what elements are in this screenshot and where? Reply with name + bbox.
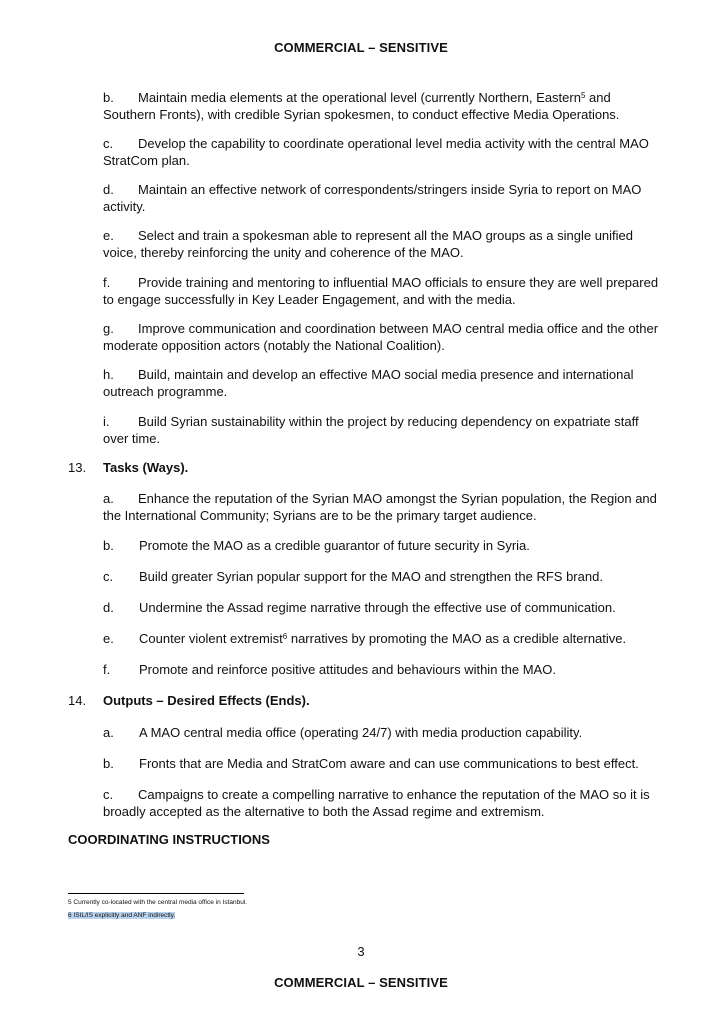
section-title: Tasks (Ways). [103, 460, 189, 475]
objective-b [103, 89, 663, 123]
item-letter: f. [103, 275, 111, 290]
coordinating-instructions-heading: COORDINATING INSTRUCTIONS [68, 832, 270, 847]
footnote-separator [68, 893, 244, 894]
objective-f [103, 274, 663, 308]
task-b [103, 537, 663, 554]
objective-e [103, 227, 663, 261]
item-letter: d. [103, 182, 114, 197]
item-text: Counter violent extremist [139, 631, 283, 646]
item-letter: f. [103, 662, 111, 677]
task-a [103, 490, 663, 524]
item-letter: a. [103, 491, 114, 506]
footnote-ref-5[interactable]: 5 [580, 91, 586, 100]
task-e [103, 630, 663, 647]
item-text: Undermine the Assad regime narrative through the effective use of communication. [139, 600, 616, 615]
item-letter: i. [103, 414, 110, 429]
item-text: Promote the MAO as a credible guarantor of future security in Syria. [139, 538, 530, 553]
objective-c [103, 135, 663, 169]
task-d [103, 599, 663, 616]
section-number: 14. [68, 693, 87, 708]
item-letter: d. [103, 600, 114, 615]
objective-g [103, 320, 663, 354]
item-text: Promote and reinforce positive attitudes and behaviours within the MAO. [139, 662, 556, 677]
task-c [103, 568, 663, 585]
item-text: Maintain media elements at the operational level (currently Northern, Eastern [138, 90, 581, 105]
item-text: Maintain an effective network of correspondents/stringers inside Syria to report on MAO activity. [103, 182, 642, 214]
item-letter: c. [103, 136, 114, 151]
objective-d [103, 181, 663, 215]
item-letter: b. [103, 538, 114, 553]
page-number: 3 [357, 944, 365, 959]
item-text: Select and train a spokesman able to represent all the MAO groups as a single unified voice, thereby reinforcing the unity and coherence of the MAO. [103, 228, 634, 260]
item-text-cont: and Southern Fronts), with credible Syrian spokesmen, to conduct effective Media Operations. [103, 90, 620, 122]
output-a [103, 724, 663, 741]
task-f [103, 661, 663, 678]
item-text: Improve communication and coordination between MAO central media office and the other moderate opposition actors (notably the National Coalition). [103, 321, 659, 353]
item-letter: b. [103, 90, 114, 105]
item-text: Provide training and mentoring to influential MAO officials to ensure they are well prepared to engage successfully in Key Leader Engagement, and with the media. [103, 275, 659, 307]
item-text: Campaigns to create a compelling narrative to enhance the reputation of the MAO so it is broadly accepted as the alternative to both the Assad regime and extremism. [103, 787, 650, 819]
section-title: Outputs – Desired Effects (Ends). [103, 693, 310, 708]
footnote-5: 5 Currently co-located with the central media office in Istanbul. [68, 899, 248, 906]
output-c [103, 786, 663, 820]
objective-i [103, 413, 663, 447]
item-text: Build, maintain and develop an effective MAO social media presence and international outreach programme. [103, 367, 634, 399]
section-number: 13. [68, 460, 87, 475]
header-classification: COMMERCIAL – SENSITIVE [274, 40, 448, 55]
output-b [103, 755, 663, 772]
item-letter: e. [103, 631, 114, 646]
item-letter: c. [103, 787, 114, 802]
section-14-heading [68, 692, 310, 709]
item-letter: h. [103, 367, 114, 382]
item-text: Enhance the reputation of the Syrian MAO amongst the Syrian population, the Region and the International Community; Syrians are to be the primary target audience. [103, 491, 657, 523]
footnote-ref-6[interactable]: 6 [282, 632, 288, 641]
item-letter: b. [103, 756, 114, 771]
item-text: Fronts that are Media and StratCom aware and can use communications to best effect. [139, 756, 639, 771]
item-letter: c. [103, 569, 114, 584]
item-text: Develop the capability to coordinate operational level media activity with the central MAO StratCom plan. [103, 136, 649, 168]
item-letter: g. [103, 321, 114, 336]
section-13-heading [68, 459, 188, 476]
objective-h [103, 366, 663, 400]
item-letter: a. [103, 725, 114, 740]
item-letter: e. [103, 228, 114, 243]
item-text-cont: narratives by promoting the MAO as a credible alternative. [287, 631, 627, 646]
footer-classification: COMMERCIAL – SENSITIVE [274, 975, 448, 990]
item-text: A MAO central media office (operating 24/7) with media production capability. [139, 725, 583, 740]
item-text: Build greater Syrian popular support for the MAO and strengthen the RFS brand. [139, 569, 603, 584]
footnote-6 [68, 911, 175, 920]
item-text: Build Syrian sustainability within the project by reducing dependency on expatriate staff over time. [103, 414, 639, 446]
footnote-6-highlighted-text: 6 ISIL/IS explicitly and ANF indirectly. [68, 912, 176, 919]
